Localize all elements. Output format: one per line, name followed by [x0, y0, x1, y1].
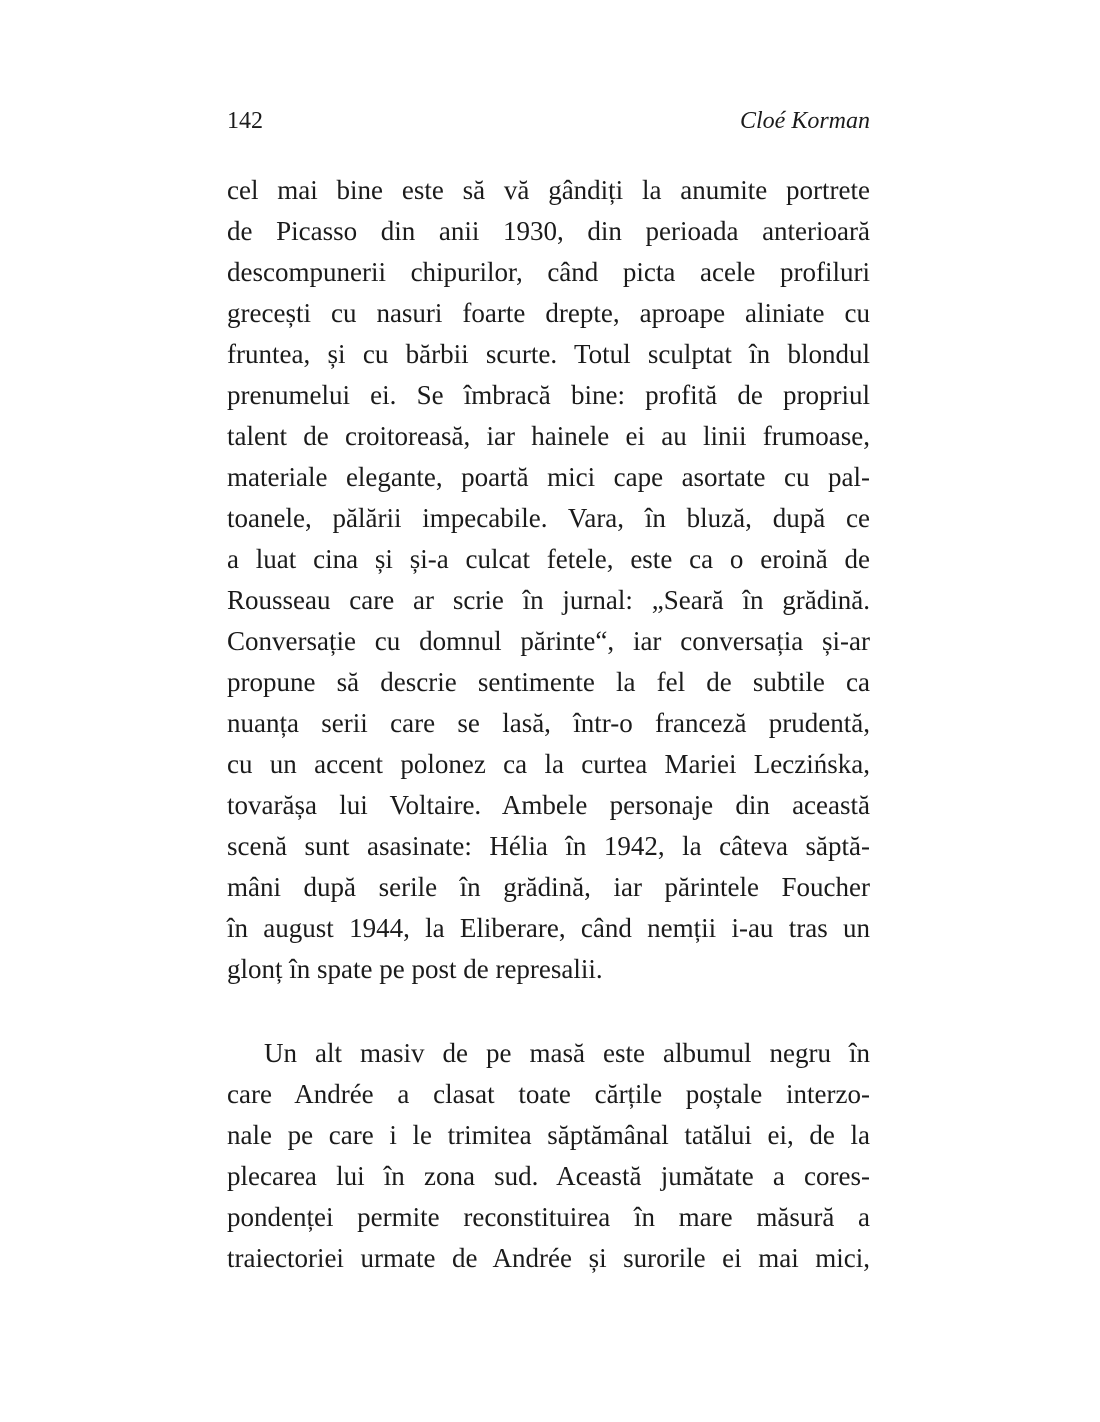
- text-line: toanele, pălării impecabile. Vara, în bluză, după ce: [227, 503, 870, 533]
- text-line: prenumelui ei. Se îmbracă bine: profită de propriul: [227, 380, 870, 410]
- text-line: cu un accent polonez ca la curtea Mariei Leczińska,: [227, 749, 870, 779]
- text-line: Un alt masiv de pe masă este albumul negru în: [264, 1038, 870, 1068]
- text-line: care Andrée a clasat toate cărțile poștale interzo-: [227, 1079, 870, 1109]
- page-number: 142: [227, 108, 263, 134]
- text-line: în august 1944, la Eliberare, când nemții i-au tras un: [227, 913, 870, 943]
- text-line: traiectoriei urmate de Andrée și surorile ei mai mici,: [227, 1243, 870, 1273]
- text-line: materiale elegante, poartă mici cape asortate cu pal-: [227, 462, 870, 492]
- text-line: cel mai bine este să vă gândiți la anumite portrete: [227, 175, 870, 205]
- text-line: Conversație cu domnul părinte“, iar conversația și-ar: [227, 626, 870, 656]
- paragraph: [227, 170, 870, 990]
- text-line: de Picasso din anii 1930, din perioada anterioară: [227, 216, 870, 246]
- running-header: [227, 106, 870, 136]
- text-line: tovarășa lui Voltaire. Ambele personaje din această: [227, 790, 870, 820]
- text-line: scenă sunt asasinate: Hélia în 1942, la câteva săptă-: [227, 831, 870, 861]
- text-line: grecești cu nasuri foarte drepte, aproape aliniate cu: [227, 298, 870, 328]
- text-line: a luat cina și și-a culcat fetele, este ca o eroină de: [227, 544, 870, 574]
- text-line: mâni după serile în grădină, iar părintele Foucher: [227, 872, 870, 902]
- text-line: fruntea, și cu bărbii scurte. Totul sculptat în blondul: [227, 339, 870, 369]
- text-line: talent de croitoreasă, iar hainele ei au linii frumoase,: [227, 421, 870, 451]
- text-line: plecarea lui în zona sud. Această jumătate a cores-: [227, 1161, 870, 1191]
- text-line: nale pe care i le trimitea săptămânal tatălui ei, de la: [227, 1120, 870, 1150]
- text-line: pondenței permite reconstituirea în mare măsură a: [227, 1202, 870, 1232]
- running-head-author: Cloé Korman: [739, 108, 870, 134]
- text-line: propune să descrie sentimente la fel de subtile ca: [227, 667, 870, 697]
- text-line: glonț în spate pe post de represalii.: [227, 954, 603, 984]
- text-line: nuanța serii care se lasă, într-o franceză prudentă,: [227, 708, 870, 738]
- text-line: descompunerii chipurilor, când picta acele profiluri: [227, 257, 870, 287]
- body-text: [227, 170, 870, 1279]
- text-line: Rousseau care ar scrie în jurnal: „Seară în grădină.: [227, 585, 870, 615]
- paragraph: [227, 1033, 870, 1279]
